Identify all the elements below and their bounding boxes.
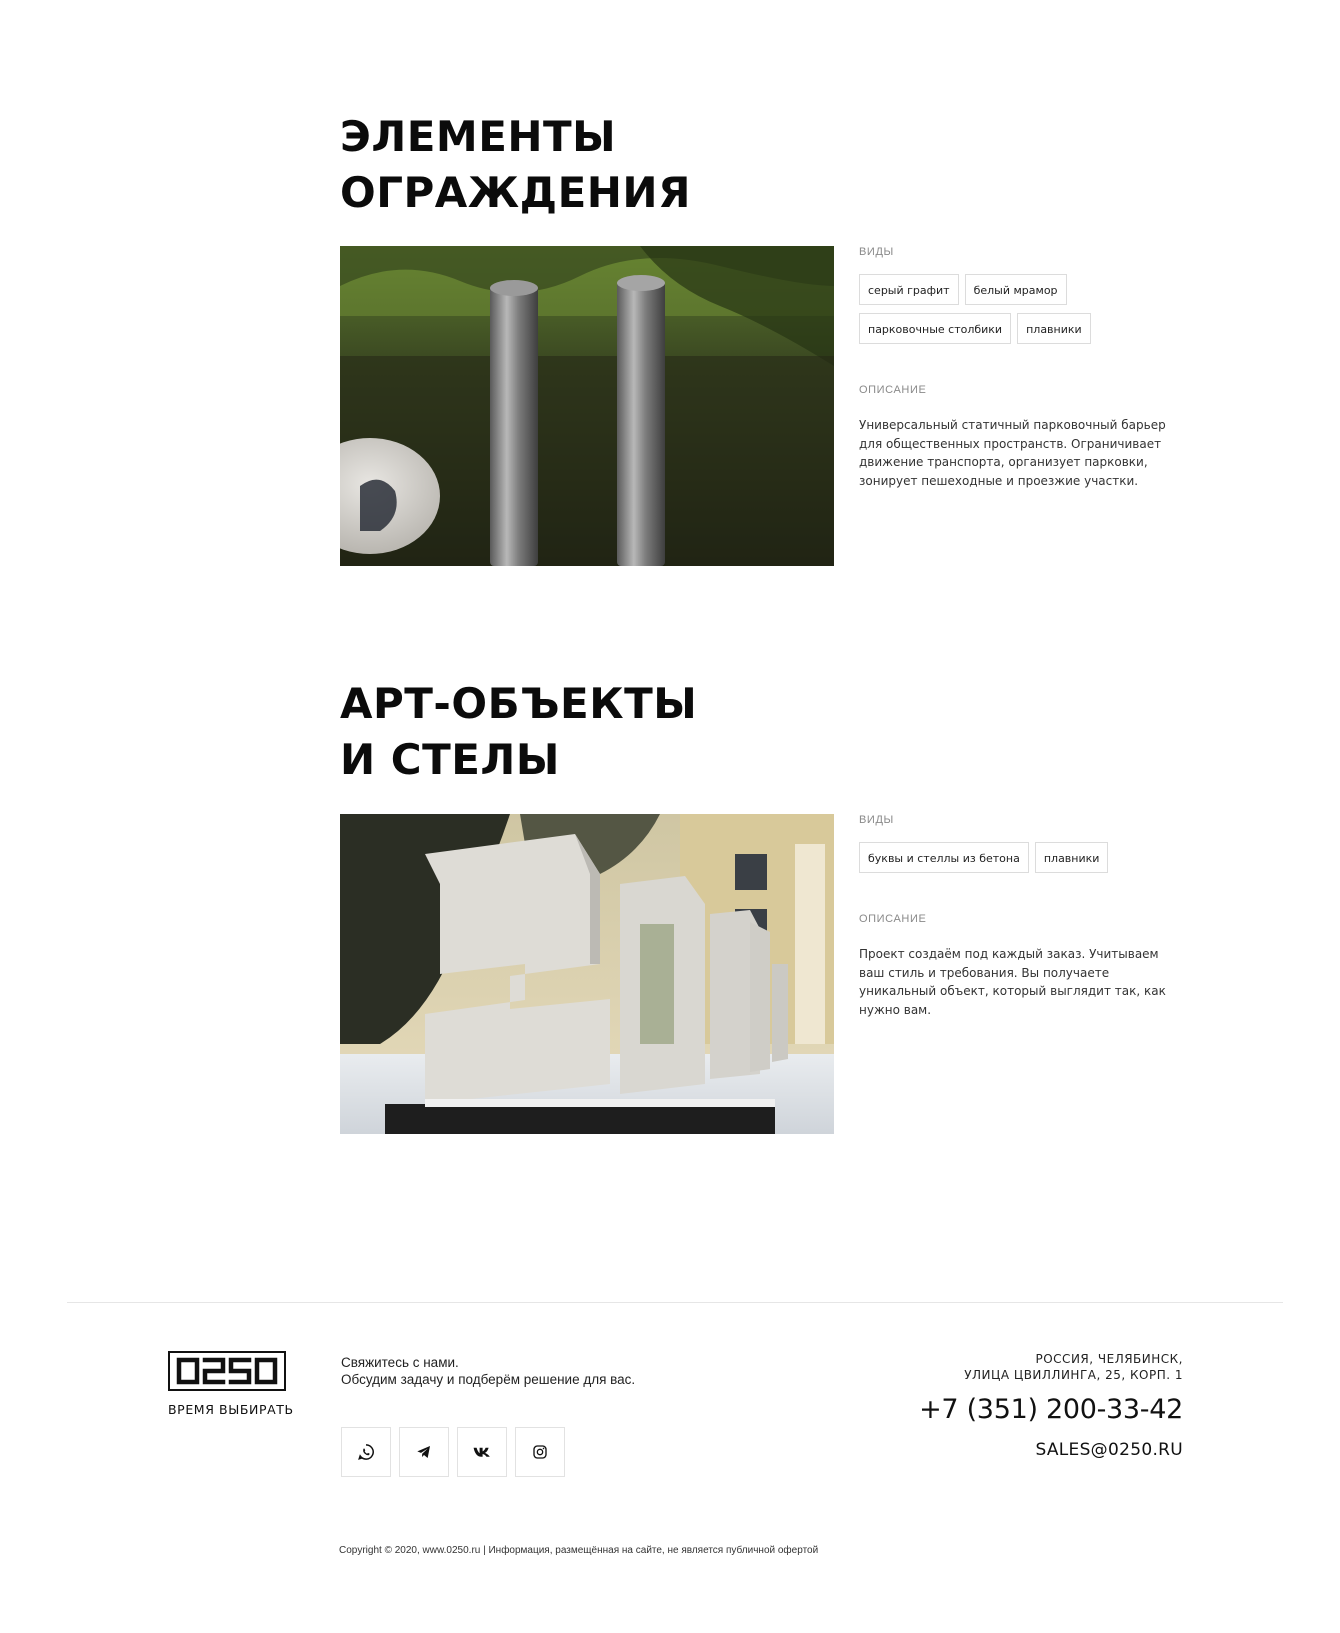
address [964, 1351, 1183, 1383]
section-sidebar [859, 814, 1199, 1019]
email-link[interactable]: SALES@0250.RU [1035, 1440, 1183, 1460]
whatsapp-icon [357, 1443, 375, 1461]
address-line: РОССИЯ, ЧЕЛЯБИНСК, [1035, 1352, 1183, 1366]
contact-line: Обсудим задачу и подберём решение для вас. [341, 1372, 636, 1387]
telegram-button[interactable] [399, 1427, 449, 1477]
logo-0250-glyphs [175, 1356, 279, 1386]
bollards-image [340, 246, 834, 566]
tag-concrete-letters[interactable]: буквы и стеллы из бетона [859, 842, 1029, 873]
contact-line: Свяжитесь с нами. [341, 1355, 459, 1370]
tag-fins[interactable]: плавники [1017, 313, 1091, 344]
description-label: ОПИСАНИЕ [859, 384, 927, 396]
section-title-line: ЭЛЕМЕНТЫ [340, 112, 617, 161]
description-text: Универсальный статичный парковочный барьер для общественных пространств. Ограничивает движение транспорта, организует парковки, зонирует пешеходные и проезжие участки. [859, 418, 1166, 488]
logo-slogan: ВРЕМЯ ВЫБИРАТЬ [168, 1402, 294, 1417]
whatsapp-button[interactable] [341, 1427, 391, 1477]
section-title-line: ОГРАЖДЕНИЯ [340, 168, 691, 217]
logo-mark [168, 1351, 286, 1391]
phone-link[interactable]: +7 (351) 200-33-42 [919, 1394, 1183, 1425]
address-line: УЛИЦА ЦВИЛЛИНГА, 25, КОРП. 1 [964, 1368, 1183, 1382]
contact-text [341, 1354, 635, 1388]
tag-list [859, 274, 1179, 344]
types-label: ВИДЫ [859, 814, 894, 826]
description-text: Проект создаём под каждый заказ. Учитываем ваш стиль и требования. Вы получаете уникальный объект, который выглядит так, как нужно вам. [859, 947, 1166, 1017]
section-sidebar [859, 246, 1199, 490]
instagram-icon [532, 1444, 548, 1460]
section-title [340, 109, 691, 221]
section-title-line: АРТ-ОБЪЕКТЫ [340, 679, 698, 728]
tag-parking-bollards[interactable]: парковочные столбики [859, 313, 1011, 344]
photo-parking-bollards [340, 246, 834, 566]
tag-list [859, 842, 1179, 873]
tag-white-marble[interactable]: белый мрамор [965, 274, 1067, 305]
tag-gray-graphite[interactable]: серый графит [859, 274, 959, 305]
telegram-icon [416, 1444, 432, 1460]
description-label: ОПИСАНИЕ [859, 913, 927, 925]
footer-divider [67, 1302, 1283, 1303]
section-title-line: И СТЕЛЫ [340, 735, 560, 784]
instagram-button[interactable] [515, 1427, 565, 1477]
types-label: ВИДЫ [859, 246, 894, 258]
section-title [340, 676, 697, 788]
vk-button[interactable] [457, 1427, 507, 1477]
social-links [341, 1427, 565, 1477]
vk-icon [473, 1446, 491, 1458]
photo-2020-stele [340, 814, 834, 1134]
stele-image [340, 814, 834, 1134]
copyright: Copyright © 2020, www.0250.ru | Информация, размещённая на сайте, не является публичной офертой [339, 1545, 819, 1556]
tag-fins[interactable]: плавники [1035, 842, 1109, 873]
footer-logo[interactable] [168, 1351, 294, 1417]
